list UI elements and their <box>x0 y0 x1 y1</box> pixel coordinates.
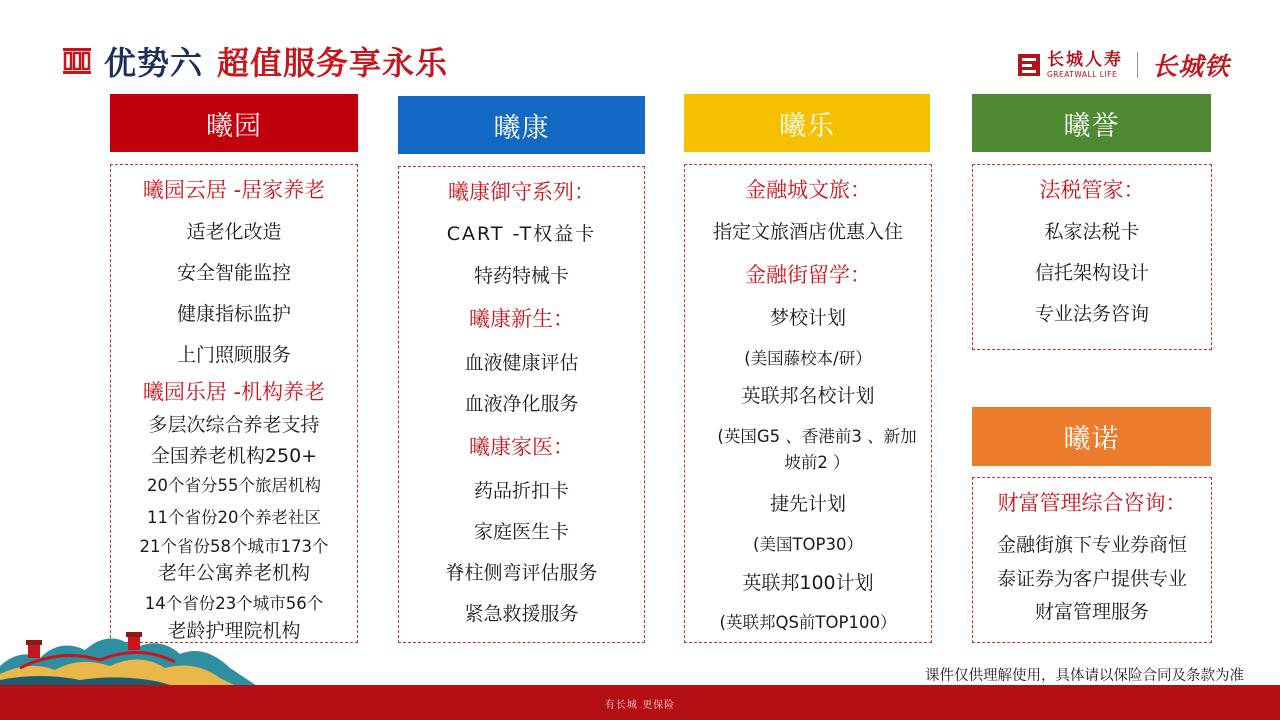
section-heading: 法税管家： <box>1039 178 1145 202</box>
list-item: 多层次综合养老支持 <box>148 414 320 436</box>
list-item: 全国养老机构250+ <box>150 445 318 467</box>
section-heading: 财富管理综合咨询： <box>997 491 1187 515</box>
brand-divider <box>1137 52 1138 78</box>
column-panel-xikang <box>398 166 645 643</box>
list-item: 泰证券为客户提供专业 <box>996 568 1187 590</box>
list-item: (英联邦QS前TOP100） <box>719 613 897 632</box>
column-title: 曦园 <box>206 110 262 142</box>
column-header-xinuo <box>972 407 1211 466</box>
brand-logo <box>1017 48 1230 82</box>
brand-name: 长城人寿 <box>1046 49 1123 70</box>
list-item: (美国藤校本/研） <box>744 349 872 368</box>
column-panel-xinuo <box>972 477 1212 643</box>
column-panel-xiyuan <box>110 164 358 643</box>
title-main: 超值服务享永乐 <box>217 44 449 82</box>
list-item: 指定文旅酒店优惠入住 <box>712 221 903 243</box>
list-item: 11个省份20个养老社区 <box>147 508 321 527</box>
title-prefix: 优势六 <box>104 44 204 82</box>
list-item: 上门照顾服务 <box>176 344 291 366</box>
section-heading: 曦康家医： <box>469 435 574 459</box>
list-item: 紧急救援服务 <box>464 603 579 625</box>
list-item: 血液健康评估 <box>464 352 579 374</box>
list-item: 药品折扣卡 <box>473 480 569 502</box>
section-heading: 曦康新生： <box>469 307 574 331</box>
section-heading: 金融城文旅： <box>745 178 871 202</box>
list-item: (美国TOP30） <box>753 535 863 554</box>
section-heading: 曦园云居 -居家养老 <box>142 178 326 202</box>
section-heading: 曦康御守系列： <box>448 180 595 204</box>
list-item: 脊柱侧弯评估服务 <box>445 562 598 584</box>
brand-name-en: GREATWALL LIFE <box>1046 69 1118 79</box>
column-header-xikang <box>398 96 645 154</box>
page-title <box>104 38 448 84</box>
column-header-xiyu <box>972 94 1211 152</box>
section-heading: 金融街留学： <box>745 263 871 287</box>
list-item: 信托架构设计 <box>1034 262 1149 284</box>
list-item: 特药特械卡 <box>473 265 569 287</box>
list-item: 英联邦名校计划 <box>741 385 875 407</box>
column-header-xile <box>684 94 930 152</box>
brand-slogan: 长城铁 <box>1151 52 1230 81</box>
list-item: 专业法务咨询 <box>1034 303 1149 325</box>
list-item: (英国G5 、香港前3 、新加坡前2 ） <box>717 427 917 472</box>
list-item: 财富管理服务 <box>1034 601 1149 623</box>
list-item: CART -T权益卡 <box>446 223 597 245</box>
disclaimer-text: 课件仅供理解使用，具体请以保险合同及条款为准 <box>925 668 1244 684</box>
list-item: 21个省份58个城市173个 <box>139 537 329 556</box>
great-wall-illustration <box>0 618 260 688</box>
list-item: 私家法税卡 <box>1044 221 1140 243</box>
column-title: 曦誉 <box>1063 110 1120 142</box>
list-item: 健康指标监护 <box>176 303 291 325</box>
list-item: 老年公寓养老机构 <box>157 562 310 584</box>
column-title: 曦诺 <box>1063 424 1120 455</box>
column-title: 曦乐 <box>779 110 835 142</box>
list-item: 家庭医生卡 <box>473 521 569 543</box>
list-item: 捷先计划 <box>769 493 846 515</box>
list-item: 老龄护理院机构 <box>167 620 301 642</box>
column-header-xiyuan <box>110 94 358 152</box>
column-panel-xiyu <box>972 164 1212 350</box>
greatwall-logo-icon <box>1017 53 1041 77</box>
section-heading: 曦园乐居 -机构养老 <box>142 380 326 404</box>
company-emblem-icon <box>62 46 92 76</box>
list-item: 安全智能监控 <box>176 262 291 284</box>
list-item: 梦校计划 <box>769 307 846 329</box>
list-item: 金融街旗下专业券商恒 <box>996 534 1187 556</box>
list-item: 英联邦100计划 <box>742 572 874 594</box>
column-title: 曦康 <box>493 112 550 144</box>
list-item: 20个省分55个旅居机构 <box>147 476 321 495</box>
column-panel-xile <box>684 164 932 643</box>
footer-tagline: 有长城 更保险 <box>604 700 676 711</box>
list-item: 血液净化服务 <box>464 393 579 415</box>
list-item: 适老化改造 <box>186 221 282 243</box>
list-item: 14个省份23个城市56个 <box>144 594 324 613</box>
